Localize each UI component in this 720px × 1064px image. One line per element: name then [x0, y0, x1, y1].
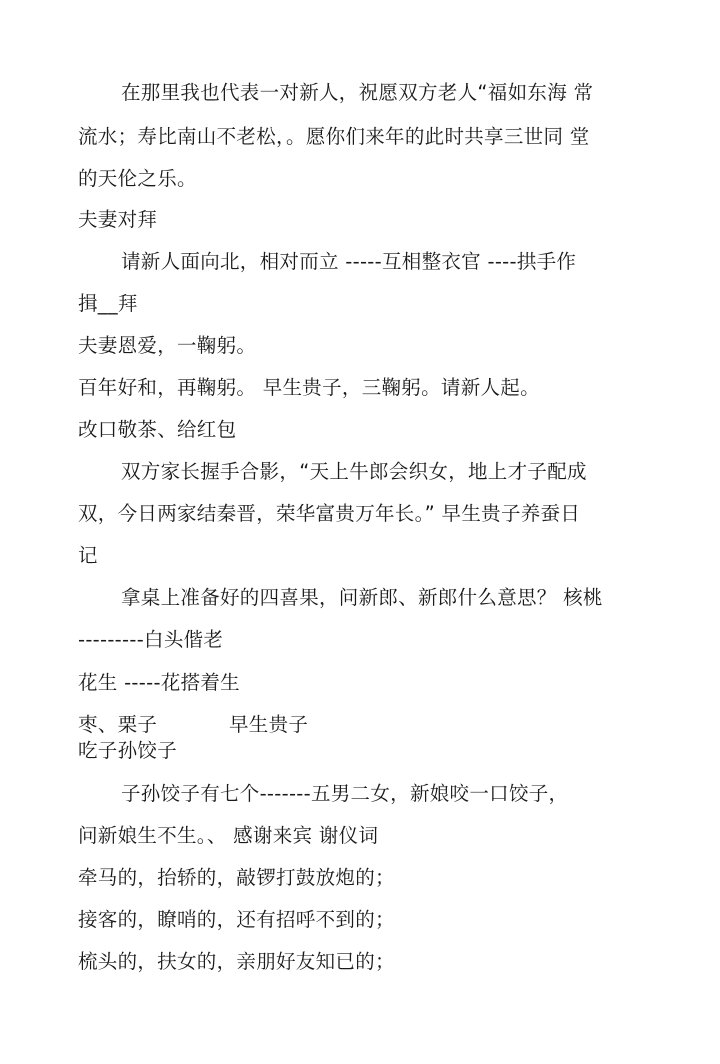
text-line: 花生 -----花搭着生	[78, 671, 240, 694]
section-heading: 改口敬茶、给红包	[78, 418, 237, 441]
text-line: 梳头的，扶女的，亲朋好友知已的；	[78, 950, 395, 973]
text-line: 子孙饺子有七个-------五男二女，新娘咬一口饺子，	[121, 782, 569, 805]
text-line: 请新人面向北，相对而立 -----互相整衣官 ----拱手作	[121, 250, 577, 273]
text-line: ---------白头偕老	[78, 628, 224, 651]
text-line: 的天伦之乐。	[78, 167, 197, 190]
text-line: 记	[78, 544, 98, 567]
text-line: 枣、栗子	[78, 713, 158, 736]
text-line: 在那里我也代表一对新人，祝愿双方老人“福如东海 常	[121, 81, 594, 104]
text-line: 夫妻恩爱，一鞠躬。	[78, 334, 257, 357]
text-line: 双，今日两家结秦晋，荣华富贵万年长。” 早生贵子养蚕日	[78, 502, 581, 525]
text-line: 揖__拜	[78, 292, 138, 315]
text-line: 双方家长握手合影，“天上牛郎会织女，地上才子配成	[121, 460, 587, 483]
text-line: 拿桌上准备好的四喜果，问新郎、新郎什么意思？ 核桃	[121, 586, 603, 609]
text-line: 流水；寿比南山不老松，。愿你们来年的此时共享三世同 堂	[78, 125, 590, 148]
text-line: 早生贵子	[229, 713, 309, 736]
section-heading: 夫妻对拜	[78, 208, 158, 231]
text-line: 牵马的，抬轿的，敲锣打鼓放炮的；	[78, 866, 395, 889]
text-line: 接客的，瞭哨的，还有招呼不到的；	[78, 908, 395, 931]
text-line: 问新娘生不生。、 感谢来宾 谢仪词	[78, 824, 379, 847]
text-line: 百年好和，再鞠躬。 早生贵子，三鞠躬。请新人起。	[78, 376, 540, 399]
section-heading: 吃子孙饺子	[78, 739, 178, 762]
